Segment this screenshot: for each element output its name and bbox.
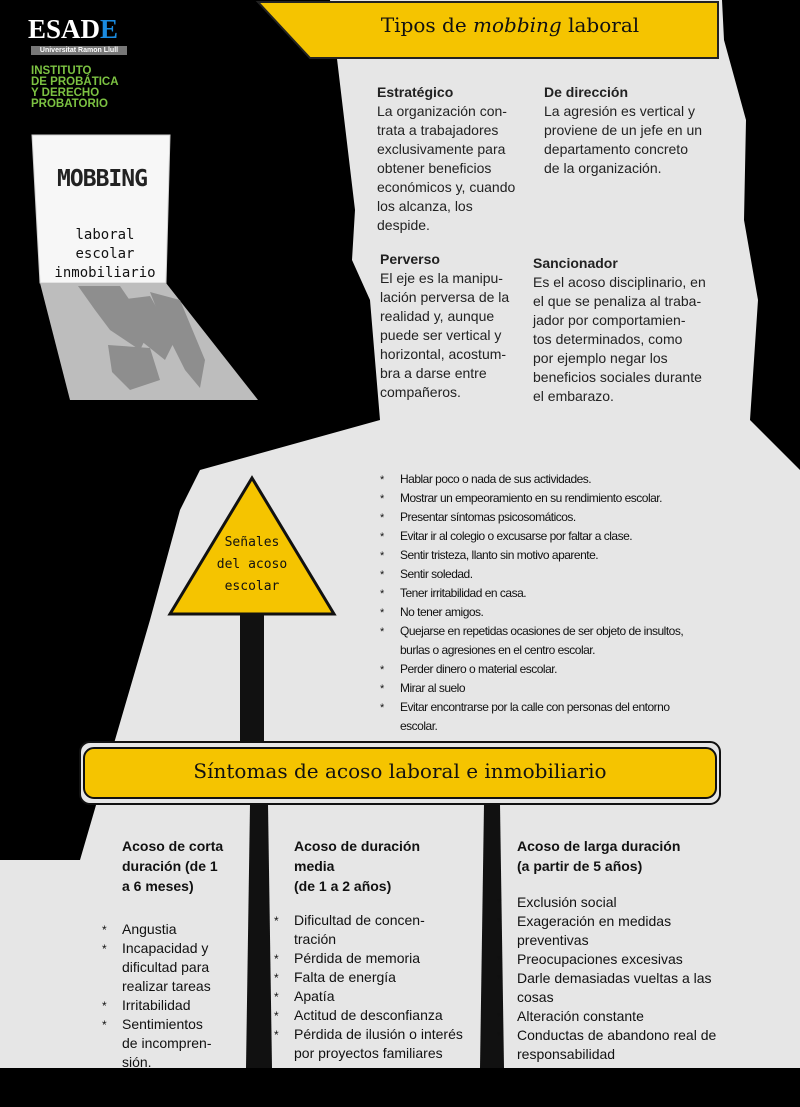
bottom-black-strip	[0, 1068, 800, 1107]
list-item: * Presentar síntomas psicosomáticos.	[380, 508, 800, 527]
list-item: * Exageración en medidas preventivas	[495, 912, 730, 950]
column-list	[100, 920, 240, 1072]
list-item: * Exclusión social	[495, 893, 730, 912]
type-text: El eje es la manipu- lación perversa de la realidad y, aunque puede ser vertical y horizontal, acostum- bra a darse entre compañeros.	[380, 270, 510, 400]
banner-title-part: laboral	[561, 13, 640, 37]
warning-line: escolar	[224, 579, 280, 594]
column-divider-1	[246, 804, 272, 1068]
list-item: * Conductas de abandono real de responsabilidad	[495, 1026, 730, 1064]
list-item: * Evitar ir al colegio o excusarse por faltar a clase.	[380, 527, 800, 546]
column-heading: Acoso de larga duración (a partir de 5 años)	[517, 838, 681, 874]
list-item: * Apatía	[272, 987, 482, 1006]
list-item: * Dificultad de concen- tración	[272, 911, 482, 949]
institute-line: INSTITUTO	[31, 65, 92, 77]
warning-line: Señales	[224, 535, 280, 550]
type-estrategico	[377, 83, 527, 235]
column-list	[272, 911, 482, 1063]
institute-line: Y DERECHO	[31, 87, 100, 99]
mobbing-sign-lines	[40, 226, 170, 283]
list-item: * Preocupaciones excesivas	[495, 950, 730, 969]
symptoms-column-medium	[272, 836, 482, 1063]
mobbing-sign-title: MOBBING	[57, 166, 147, 192]
list-item: * Mostrar un empeoramiento en su rendimiento escolar.	[380, 489, 800, 508]
list-item: * Evitar encontrarse por la calle con personas del entorno escolar.	[380, 698, 800, 736]
type-direccion	[544, 83, 724, 178]
type-heading: Perverso	[380, 251, 440, 267]
list-item: * Hablar poco o nada de sus actividades.	[380, 470, 800, 489]
list-item: * Darle demasiadas vueltas a las cosas	[495, 969, 730, 1007]
symptoms-title: Síntomas de acoso laboral e inmobiliario	[193, 759, 607, 783]
types-banner-title	[300, 13, 720, 37]
logo-text-last: E	[100, 14, 119, 44]
type-perverso	[380, 250, 530, 402]
university-label: Universitat Ramon Llull	[31, 46, 127, 55]
type-text: La agresión es vertical y proviene de un jefe en un departamento concreto de la organización.	[544, 103, 703, 176]
sign-line: laboral	[75, 227, 135, 243]
sign-pole	[240, 614, 264, 754]
column-list	[495, 893, 730, 1064]
type-heading: De dirección	[544, 84, 629, 100]
column-heading: Acoso de duración media (de 1 a 2 años)	[294, 838, 421, 894]
banner-title-part: Tipos de	[380, 13, 474, 37]
symptoms-column-short	[100, 836, 240, 1072]
list-item: * Sentir tristeza, llanto sin motivo aparente.	[380, 546, 800, 565]
logo-text: ESAD	[28, 14, 101, 44]
type-text: Es el acoso disciplinario, en el que se penaliza al traba- jador por comportamien- tos determinados, como por ejemplo negar los beneficios sociales durante el embarazo.	[533, 274, 706, 404]
warning-line: del acoso	[216, 557, 288, 572]
type-text: La organización con- trata a trabajadores exclusivamente para obtener beneficios económicos y, cuando los alcanza, los despide.	[377, 103, 516, 233]
institute-line: PROBATORIO	[31, 98, 108, 110]
institute-line: DE PROBÁTICA	[31, 76, 119, 88]
list-item: * Alteración constante	[495, 1007, 730, 1026]
list-item: * Irritabilidad	[100, 996, 240, 1015]
sign-line: inmobiliario	[54, 265, 156, 281]
list-item: * Pérdida de memoria	[272, 949, 482, 968]
list-item: * Incapacidad y dificultad para realizar tareas	[100, 939, 240, 996]
list-item: * Tener irritabilidad en casa.	[380, 584, 800, 603]
list-item: * Actitud de desconfianza	[272, 1006, 482, 1025]
institute-name	[31, 66, 119, 110]
list-item: * No tener amigos.	[380, 603, 800, 622]
list-item: * Angustia	[100, 920, 240, 939]
warning-sign-text	[196, 532, 308, 598]
sign-line: escolar	[75, 246, 135, 262]
list-item: * Perder dinero o material escolar.	[380, 660, 800, 679]
list-item: * Falta de energía	[272, 968, 482, 987]
list-item: * Sentir soledad.	[380, 565, 800, 584]
type-heading: Sancionador	[533, 255, 618, 271]
symptoms-column-long	[495, 836, 730, 1064]
list-item: * Quejarse en repetidas ocasiones de ser objeto de insultos, burlas o agresiones en el centro escolar.	[380, 622, 800, 660]
signals-list	[380, 470, 800, 736]
type-heading: Estratégico	[377, 84, 454, 100]
list-item: * Pérdida de ilusión o interés por proyectos familiares	[272, 1025, 482, 1063]
list-item: * Mirar al suelo	[380, 679, 800, 698]
esade-logo	[28, 14, 118, 45]
list-item: * Sentimientos de incompren- sión.	[100, 1015, 240, 1072]
column-heading: Acoso de corta duración (de 1 a 6 meses)	[122, 838, 224, 894]
banner-title-italic: mobbing	[473, 13, 562, 37]
type-sancionador	[533, 254, 733, 406]
